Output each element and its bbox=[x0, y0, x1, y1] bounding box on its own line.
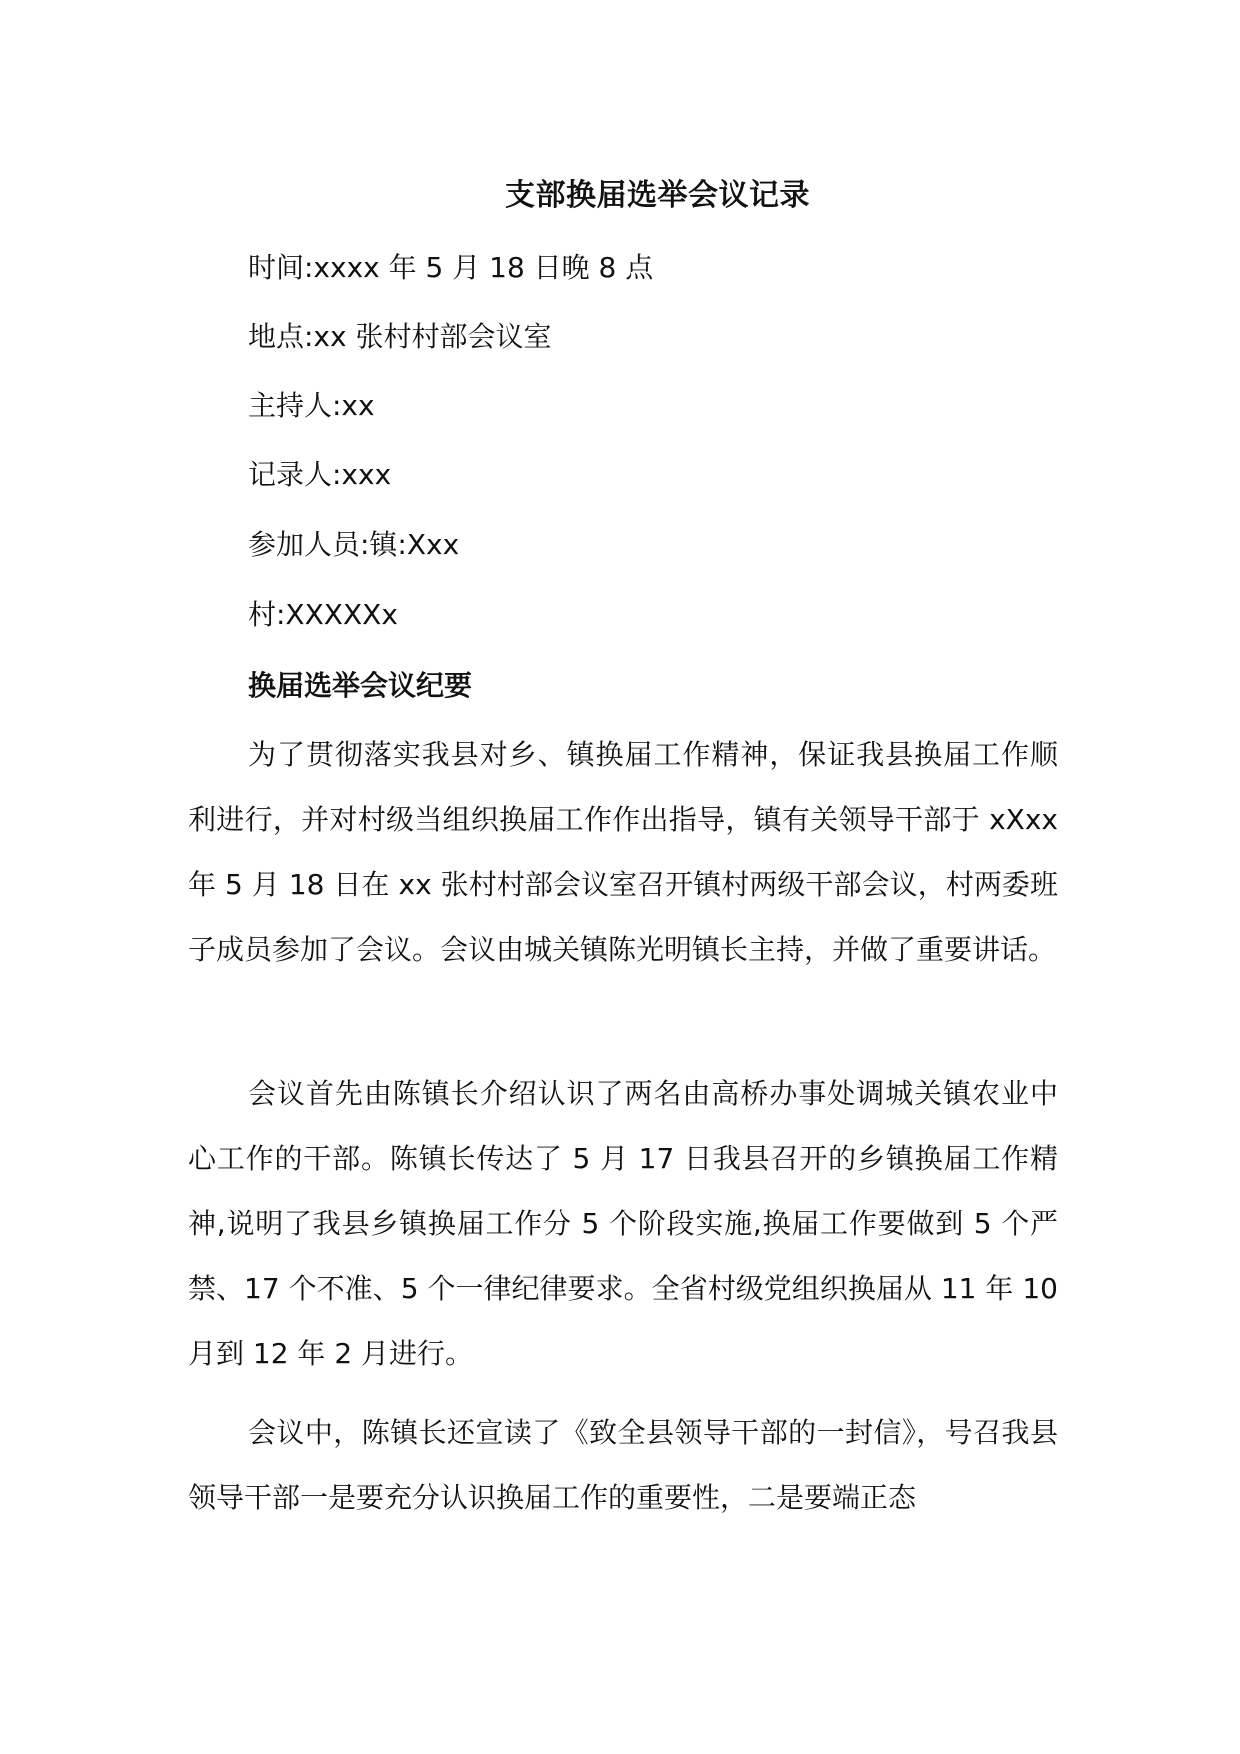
paragraph-1: 为了贯彻落实我县对乡、镇换届工作精神，保证我县换届工作顺利进行，并对村级当组织换届工作作出指导，镇有关领导干部于 xXxx 年 5 月 18 日在 xx 张村村部会议室召开镇村两级干部会议，村两委班子成员参加了会议。会议由城关镇陈光明镇长主持，并做了重要讲话。 bbox=[188, 738, 1058, 966]
paragraph-3: 会议中，陈镇长还宣读了《致全县领导干部的一封信》，号召我县领导干部一是要充分认识换届工作的重要性，二是要端正态 bbox=[188, 1416, 1058, 1514]
section-heading: 换届选举会议纪要 bbox=[248, 669, 473, 702]
document-title: 支部换届选举会议记录 bbox=[505, 178, 810, 213]
meta-recorder: 记录人:xxx bbox=[248, 458, 392, 491]
paragraph-2: 会议首先由陈镇长介绍认识了两名由高桥办事处调城关镇农业中心工作的干部。陈镇长传达了 5 月 17 日我县召开的乡镇换届工作精神,说明了我县乡镇换届工作分 5 个阶段实施,换届工作要做到 5 个严禁、17 个不准、5 个一律纪律要求。全省村级党组织换届从 11 年 10 月到 12 年 2 月进行。 bbox=[188, 1077, 1058, 1370]
meta-host: 主持人:xx bbox=[248, 389, 375, 422]
meta-place: 地点:xx 张村村部会议室 bbox=[248, 320, 552, 353]
meta-participants-town: 参加人员:镇:Xxx bbox=[248, 528, 460, 561]
meta-time: 时间:xxxx 年 5 月 18 日晚 8 点 bbox=[248, 251, 654, 284]
meta-participants-village: 村:XXXXXx bbox=[248, 598, 398, 631]
